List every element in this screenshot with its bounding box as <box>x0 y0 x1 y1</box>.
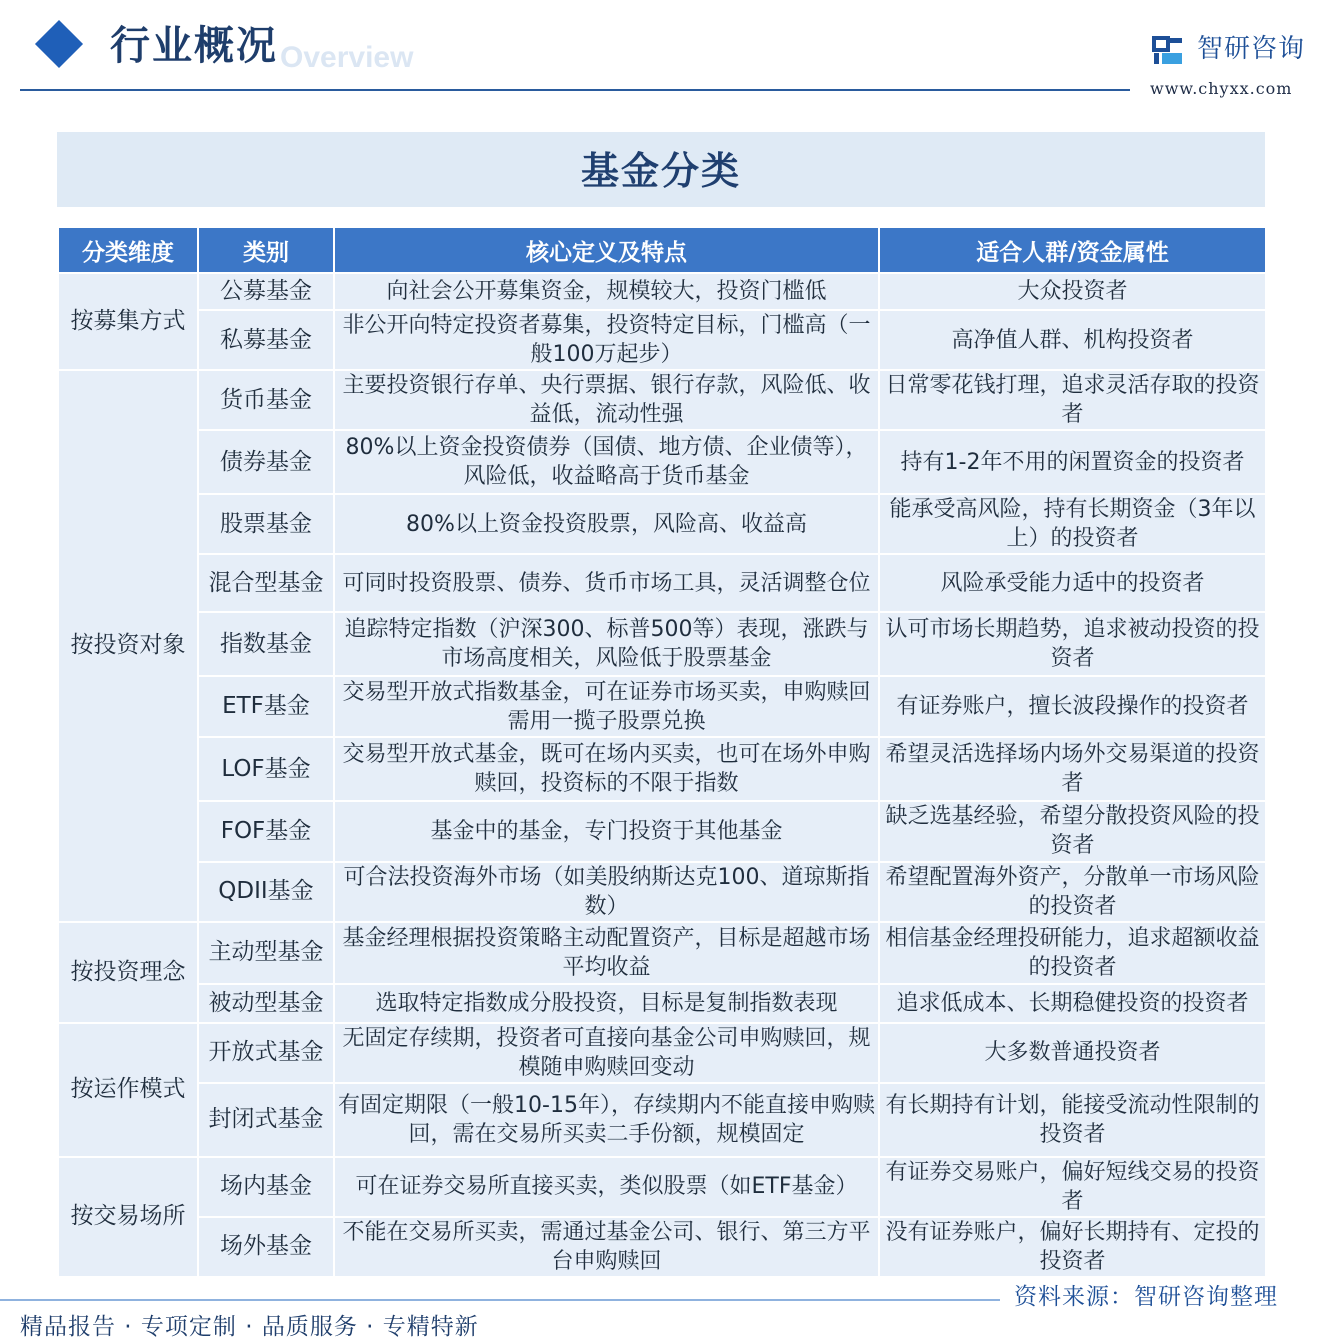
definition-cell: 基金经理根据投资策略主动配置资产，目标是超越市场平均收益 <box>334 922 879 984</box>
brand-name: 智研咨询 <box>1197 34 1306 64</box>
table-title: 基金分类 <box>580 149 741 193</box>
column-header: 分类维度 <box>58 227 198 273</box>
dimension-cell: 按运作模式 <box>58 1023 198 1157</box>
header-divider <box>20 89 1130 91</box>
page-title: 行业概况 <box>110 23 278 69</box>
audience-cell: 有证券交易账户，偏好短线交易的投资者 <box>879 1157 1266 1217</box>
category-cell: 场外基金 <box>198 1217 334 1277</box>
category-cell: 公募基金 <box>198 273 334 310</box>
audience-cell: 相信基金经理投研能力，追求超额收益的投资者 <box>879 922 1266 984</box>
definition-cell: 可同时投资股票、债券、货币市场工具，灵活调整仓位 <box>334 554 879 612</box>
audience-cell: 能承受高风险，持有长期资金（3年以上）的投资者 <box>879 494 1266 554</box>
audience-cell: 大众投资者 <box>879 273 1266 310</box>
audience-cell: 持有1-2年不用的闲置资金的投资者 <box>879 430 1266 494</box>
dimension-cell: 按投资对象 <box>58 370 198 921</box>
definition-cell: 80%以上资金投资股票，风险高、收益高 <box>334 494 879 554</box>
audience-cell: 风险承受能力适中的投资者 <box>879 554 1266 612</box>
audience-cell: 大多数普通投资者 <box>879 1023 1266 1083</box>
category-cell: 主动型基金 <box>198 922 334 984</box>
definition-cell: 可在证券交易所直接买卖，类似股票（如ETF基金） <box>334 1157 879 1217</box>
dimension-cell: 按投资理念 <box>58 922 198 1023</box>
table-title-panel <box>57 132 1265 207</box>
audience-cell: 缺乏选基经验，希望分散投资风险的投资者 <box>879 801 1266 861</box>
table-row <box>58 922 1266 984</box>
definition-cell: 追踪特定指数（沪深300、标普500等）表现，涨跌与市场高度相关，风险低于股票基金 <box>334 612 879 676</box>
category-cell: FOF基金 <box>198 801 334 861</box>
definition-cell: 交易型开放式基金，既可在场内买卖，也可在场外申购赎回，投资标的不限于指数 <box>334 737 879 801</box>
table-row <box>58 862 1266 922</box>
category-cell: 开放式基金 <box>198 1023 334 1083</box>
definition-cell: 向社会公开募集资金，规模较大，投资门槛低 <box>334 273 879 310</box>
table-row <box>58 801 1266 861</box>
audience-cell: 追求低成本、长期稳健投资的投资者 <box>879 984 1266 1023</box>
footer-divider <box>0 1299 1000 1301</box>
column-header: 类别 <box>198 227 334 273</box>
table-row <box>58 554 1266 612</box>
definition-cell: 主要投资银行存单、央行票据、银行存款，风险低、收益低，流动性强 <box>334 370 879 430</box>
category-cell: 货币基金 <box>198 370 334 430</box>
fund-classification-table <box>57 226 1267 1278</box>
dimension-cell: 按募集方式 <box>58 273 198 370</box>
definition-cell: 可合法投资海外市场（如美股纳斯达克100、道琼斯指数） <box>334 862 879 922</box>
audience-cell: 有长期持有计划，能接受流动性限制的投资者 <box>879 1083 1266 1157</box>
table-row <box>58 273 1266 310</box>
column-header: 适合人群/资金属性 <box>879 227 1266 273</box>
category-cell: 混合型基金 <box>198 554 334 612</box>
audience-cell: 有证券账户，擅长波段操作的投资者 <box>879 676 1266 737</box>
audience-cell: 希望配置海外资产，分散单一市场风险的投资者 <box>879 862 1266 922</box>
brand-url: www.chyxx.com <box>1150 79 1293 98</box>
audience-cell: 高净值人群、机构投资者 <box>879 310 1266 370</box>
definition-cell: 无固定存续期，投资者可直接向基金公司申购赎回，规模随申购赎回变动 <box>334 1023 879 1083</box>
definition-cell: 有固定期限（一般10-15年），存续期内不能直接申购赎回，需在交易所买卖二手份额，规模固定 <box>334 1083 879 1157</box>
table-row <box>58 737 1266 801</box>
column-header: 核心定义及特点 <box>334 227 879 273</box>
table-row <box>58 1023 1266 1083</box>
footer-tags: 精品报告 · 专项定制 · 品质服务 · 专精特新 <box>20 1314 479 1340</box>
dimension-cell: 按交易场所 <box>58 1157 198 1277</box>
definition-cell: 基金中的基金，专门投资于其他基金 <box>334 801 879 861</box>
definition-cell: 80%以上资金投资债券（国债、地方债、企业债等），风险低，收益略高于货币基金 <box>334 430 879 494</box>
category-cell: ETF基金 <box>198 676 334 737</box>
table-row <box>58 1157 1266 1217</box>
category-cell: 指数基金 <box>198 612 334 676</box>
definition-cell: 交易型开放式指数基金，可在证券市场买卖，申购赎回需用一揽子股票兑换 <box>334 676 879 737</box>
audience-cell: 没有证券账户，偏好长期持有、定投的投资者 <box>879 1217 1266 1277</box>
category-cell: 股票基金 <box>198 494 334 554</box>
category-cell: 私募基金 <box>198 310 334 370</box>
table-row <box>58 612 1266 676</box>
category-cell: 封闭式基金 <box>198 1083 334 1157</box>
audience-cell: 认可市场长期趋势，追求被动投资的投资者 <box>879 612 1266 676</box>
category-cell: QDII基金 <box>198 862 334 922</box>
definition-cell: 非公开向特定投资者募集，投资特定目标，门槛高（一般100万起步） <box>334 310 879 370</box>
definition-cell: 不能在交易所买卖，需通过基金公司、银行、第三方平台申购赎回 <box>334 1217 879 1277</box>
table-header-row <box>58 227 1266 273</box>
table-row <box>58 430 1266 494</box>
table-row <box>58 1083 1266 1157</box>
category-cell: LOF基金 <box>198 737 334 801</box>
table-row <box>58 494 1266 554</box>
table-row <box>58 1217 1266 1277</box>
table-row <box>58 370 1266 430</box>
table-row <box>58 676 1266 737</box>
category-cell: 场内基金 <box>198 1157 334 1217</box>
definition-cell: 选取特定指数成分股投资，目标是复制指数表现 <box>334 984 879 1023</box>
table-row <box>58 984 1266 1023</box>
page-header <box>0 0 1326 100</box>
diamond-icon <box>35 20 83 68</box>
title-watermark: Overview <box>280 41 414 74</box>
source-note: 资料来源：智研咨询整理 <box>1014 1284 1278 1310</box>
table-row <box>58 310 1266 370</box>
audience-cell: 希望灵活选择场内场外交易渠道的投资者 <box>879 737 1266 801</box>
brand-logo-icon <box>1152 36 1184 66</box>
category-cell: 被动型基金 <box>198 984 334 1023</box>
category-cell: 债券基金 <box>198 430 334 494</box>
audience-cell: 日常零花钱打理，追求灵活存取的投资者 <box>879 370 1266 430</box>
